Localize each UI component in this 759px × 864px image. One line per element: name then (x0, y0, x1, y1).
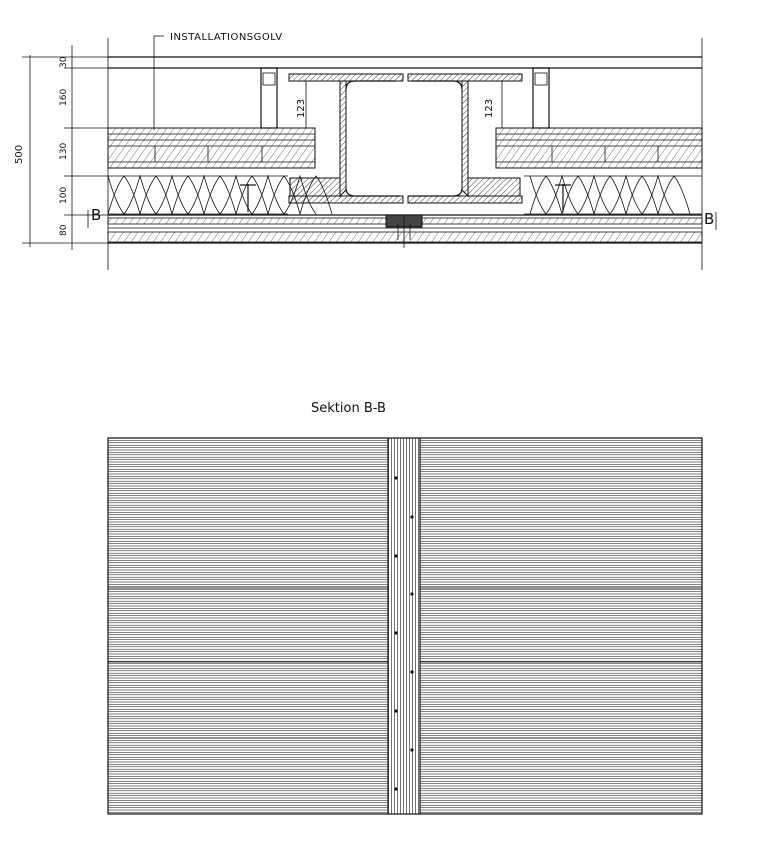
clt-slab-left (108, 128, 315, 168)
dimension-layer: 80 (59, 224, 69, 236)
dimension-layer: 130 (59, 142, 69, 160)
floor-pedestal-left (261, 68, 277, 128)
clt-slab-right (496, 128, 702, 168)
beam-dimension-right: 123 (484, 98, 495, 118)
installation-floor-plate (108, 57, 702, 68)
beam-dimension-left: 123 (296, 98, 307, 118)
clt-slab-bottom (108, 215, 702, 248)
insulation-right (524, 176, 702, 214)
installation-floor-label: INSTALLATIONSGOLV (170, 32, 283, 43)
section-marker-left: B (91, 206, 102, 224)
floor-section (88, 32, 716, 270)
dimension-layer: 30 (59, 56, 69, 68)
floor-pedestal-right (533, 68, 549, 128)
section-marker-right: B (704, 210, 715, 228)
dimension-total: 500 (14, 144, 25, 164)
dimension-layer: 100 (59, 186, 69, 204)
section-title: Sektion B-B (311, 401, 386, 416)
section-bb-plan (108, 438, 702, 814)
dimension-layer: 160 (59, 88, 69, 106)
